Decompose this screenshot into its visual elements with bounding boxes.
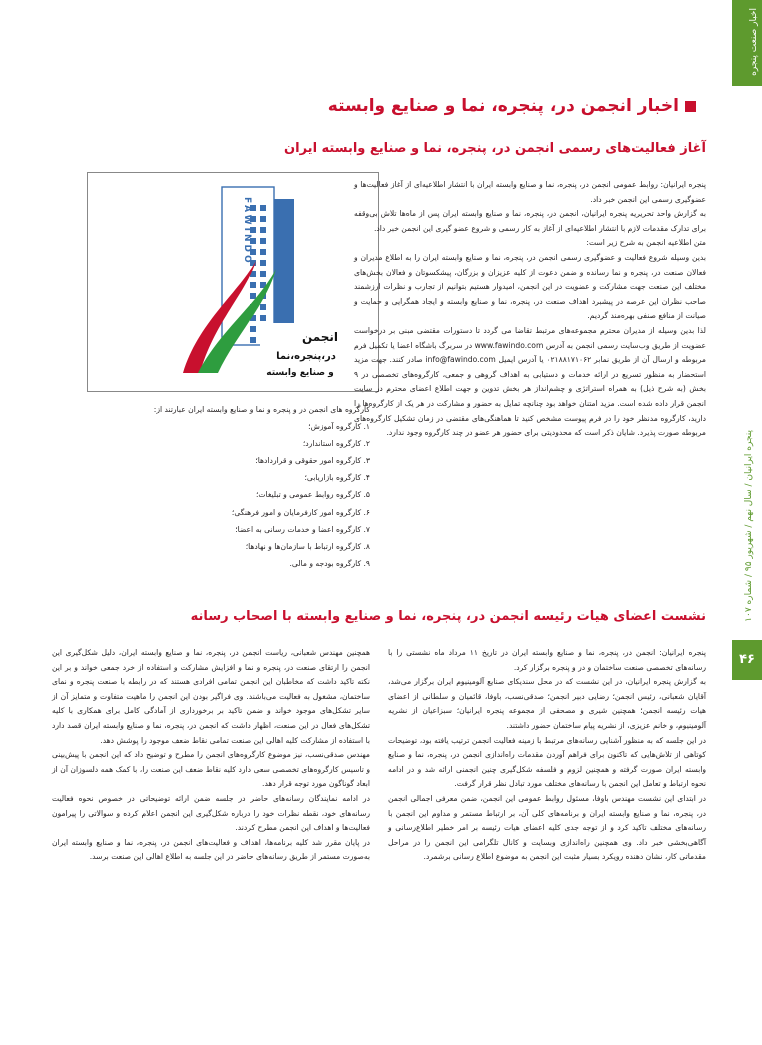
article2-paragraph: در ابتدای این نشست مهندس باوفا، مسئول روابط عمومی این انجمن، ضمن معرفی اجمالی انجمن در، پنجره، نما و صنایع وابسته ایران و برنامه‌های کلی آن، بر ارتباط مستمر و مداوم این انجمن با رسانه‌های مختلف تاکید کرد و از توجه جدی کلیه اعضای هیات رئیسه بر امر خطیر اطلاع‌رسانی و آگاهی‌بخشی خبر داد. وی همچنین راه‌اندازی وبسایت و کانال تلگرامی این انجمن را در مراحل مقدماتی کار، نشان دهنده رویکرد بسیار مثبت این انجمن به موضوع اطلاع رسانی برشمرد. [388, 793, 706, 862]
building-window [260, 227, 266, 233]
building-window [260, 260, 266, 266]
article2-paragraph: در پایان مقرر شد کلیه برنامه‌ها، اهداف و فعالیت‌های انجمن در، پنجره، نما و صنایع وابسته ایران به‌صورت مستمر از طریق رسانه‌های حاضر در این جلسه به اطلاع اهالی این صنعت برسد. [52, 837, 370, 862]
list-item: ۸. کارگروه ارتباط با سازمان‌ها و نهادها؛ [245, 541, 370, 551]
building-icon [222, 187, 294, 345]
page-title-text: اخبار انجمن در، پنجره، نما و صنایع وابسته [327, 96, 679, 116]
building-window [250, 337, 256, 343]
list-item: ۱. کارگروه آموزش؛ [308, 422, 370, 432]
list-item: ۶. کارگروه امور کارفرمایان و امور فرهنگی؛ [231, 507, 370, 517]
list-item: ۵. کارگروه روابط عمومی و تبلیغات؛ [255, 490, 370, 500]
section-tab [732, 0, 762, 86]
logo-line-2: در،پنجره،نما [276, 351, 336, 362]
building-window [260, 238, 266, 244]
article1-paragraph: پنجره ایرانیان: روابط عمومی انجمن در، پنجره، نما و صنایع وابسته ایران با انتشار اطلاعیه‌ای از آغاز فعالیت‌ها و عضوگیری رسمی این انجمن خبر داد. [354, 180, 706, 204]
building-window [250, 293, 256, 299]
list-item: ۹. کارگروه بودجه و مالی. [289, 558, 370, 568]
article2-heading: نشست اعضای هیات رئیسه انجمن در، پنجره، نما و صنایع وابسته با اصحاب رسانه [190, 609, 706, 624]
page-number: ۴۶ [732, 640, 762, 680]
building-window [260, 249, 266, 255]
building-window [250, 282, 256, 288]
logo-line-3: و صنایع وابسته [266, 368, 334, 378]
article2-column-right [388, 646, 706, 865]
article1-column-right [354, 178, 706, 441]
building-window [250, 326, 256, 332]
article2-paragraph: به گزارش پنجره ایرانیان، در این نشست که در محل سندیکای صنایع آلومینیوم ایران برگزار می‌شد، آقایان شعبانی، رئیس انجمن؛ رضایی دبیر انجمن؛ صدقی‌نسب، باوفا، قائمیان و سلطانی از اعضای هیات رئیسه انجمن؛ همچنین شیری و مصحفی از مجموعه پنجره ایرانیان؛ سبزاعیان از نشریه آلومینیوم، و خانم عزیزی، از نشریه پیام ساختمان حضور داشتند. [388, 677, 706, 730]
building-window [260, 304, 266, 310]
list-item: ۳. کارگروه امور حقوقی و قراردادها؛ [255, 456, 370, 466]
list-intro: کارگروه های انجمن در و پنجره و نما و صنایع وابسته ایران عبارتند از: [153, 405, 370, 414]
list-item: ۷. کارگروه اعضا و خدمات رسانی به اعضا؛ [235, 524, 370, 534]
article2-paragraph: در این جلسه که به منظور آشنایی رسانه‌های مرتبط با زمینه فعالیت انجمن ترتیب یافته بود، توضیحات کوتاهی از تلاش‌هایی که تاکنون برای فراهم آوردن مقدمات راه‌اندازی انجمن در، پنجره، نما و صنایع وابسته ایران صورت گرفته و همچنین لزوم و فلسفه شکل‌گیری چنین انجمنی ارائه شد و در ادامه نحوه ارتباط و تعامل این انجمن با رسانه‌های مختلف مورد تبادل نظر قرار گرفت. [388, 735, 706, 789]
building-window [260, 216, 266, 222]
article1-paragraph: به گزارش واحد تحریریه پنجره ایرانیان، انجمن در، پنجره، نما و صنایع وابسته ایران پس از ماه‌ها تلاش بی‌وقفه برای تدارک مقدمات لازم با انتشار اطلاعیه‌ای از آغاز به کار رسمی و شروع عضو گیری این انجمن خبر داد. [354, 209, 706, 233]
page-sidebar [732, 0, 762, 1045]
article1-paragraph: متن اطلاعیه انجمن به شرح زیر است: [586, 238, 706, 248]
fawindo-logo [88, 173, 378, 391]
article2-paragraph: پنجره ایرانیان: انجمن در، پنجره، نما و صنایع وابسته ایران در تاریخ ۱۱ مرداد ماه نشستی را با رسانه‌های تخصصی صنعت ساختمان و در و پنجره برگزار کرد. [388, 648, 707, 672]
section-tab-label: اخبار صنعت پنجره [749, 8, 759, 76]
article2-column-left [52, 646, 370, 865]
page-title [76, 96, 696, 116]
list-item: ۴. کارگروه بازاریابی؛ [304, 473, 370, 483]
logo-line-1: انجمن [301, 330, 339, 344]
logo-brand: FAWINDO [242, 197, 252, 266]
article1-heading: آغاز فعالیت‌های رسمی انجمن در، پنجره، نما و صنایع وابسته ایران [284, 141, 706, 156]
article1-paragraph: بدین وسیله شروع فعالیت و عضوگیری رسمی انجمن در، پنجره، نما و صنایع وابسته ایران را به اطلاع مدیران و فعالان صنعت در، پنجره و نما رسانده و ضمن دعوت از کلیه عزیزان و بزرگان، پیشکسوتان و فعالان بخش‌های مختلف این صنعت جهت مشارکت و عضویت در این انجمن، امیدوار هستیم بتوانیم از تجارب و نظرات ارزشمند صاحب نظران این عرصه در پیشبرد اهداف صنعت در، پنجره، نما و صنایع وابسته و ایجاد همگرایی و حمایت و صیانت از منافع صنفی بهره‌مند گردیم. [354, 252, 706, 321]
article2-paragraph: همچنین مهندس شعبانی، ریاست انجمن در، پنجره، نما و صنایع وابسته ایران، دلیل شکل‌گیری این انجمن را ارتقای صنعت در، پنجره و نما و افزایش مشارکت و استفاده از خرد جمعی خواند و بر این نکته تاکید داشت که مخاطبان این انجمن تمامی افرادی هستند که در رابطه با صنعت پنجره و نمای ساختمان، مشغول به فعالیت می‌باشند. وی فراگیر بودن این انجمن را ماهیت متفاوت و متمایز آن از سایر تشکل‌های موجود خواند و ضمن تاکید بر برخورداری از آمادگی کامل برای همکاری با کلیه تشکل‌های فعال در این صنعت، اظهار داشت که انجمن در، پنجره، نما و صنایع وابسته ایران قصد دارد با استفاده از مشارکت کلیه اهالی این صنعت تمامی نقاط ضعف موجود را پوشش دهد. [52, 648, 370, 745]
fawindo-logo-figure [87, 172, 379, 392]
building-window [260, 315, 266, 321]
article2-paragraph: مهندس صدقی‌نسب، نیز موضوع کارگروه‌های انجمن را مطرح و توضیح داد که این انجمن با پیش‌بینی و تاسیس کارگروه‌های تخصصی سعی دارد کلیه نقاط ضعف این صنعت را، با کمک همه دلسوزان آن از ابعاد گوناگون مورد توجه قرار دهد. [52, 750, 370, 789]
building-window [260, 205, 266, 211]
title-square-icon [685, 101, 696, 112]
building-window [260, 271, 266, 277]
list-item: ۲. کارگروه استاندارد؛ [302, 439, 370, 449]
issue-label: پنجره ایرانیان / سال نهم / شهریور ۹۵ / شماره ۱۰۷ [744, 430, 754, 622]
article2-paragraph: در ادامه نمایندگان رسانه‌های حاضر در جلسه ضمن ارائه توضیحاتی در خصوص نحوه فعالیت رسانه‌های خود، نقطه نظرات خود را درباره شکل‌گیری این انجمن اعلام کرده و سوالاتی را پیرامون فعالیت‌ها و اهداف این انجمن مطرح کردند. [52, 793, 370, 833]
article1-paragraph: لذا بدین وسیله از مدیران محترم مجموعه‌های مرتبط تقاضا می گردد تا دستورات مقتضی مبنی بر درخواست عضویت از طریق وب‌سایت رسمی انجمن به آدرس www.fawindo.com در سربرگ باشگاه اعضا یا تکمیل فرم مربوطه و ارسال آن از طریق نمابر ۰۲۱۸۸۱۷۱۰۶۲ یا آدرس ایمیل info@fawindo.com صادر کنند. جهت مزید استحضار به منظور تسریع در ارائه خدمات و دستیابی به اهداف گروهی و جمعی، کارگروه‌های تخصصی در ۹ بخش (به شرح ذیل) به همراه استراتژی و چشم‌انداز هر بخش تدوین و جهت اطلاع اعضای محترم در سایت انجمن قرار داده شده است. مزید امتنان خواهد بود چنانچه تمایل به حضور و مشارکت در هر یک از کارگروه‌ها را دارید، کارگروه مدنظر خود را در فرم پیوست مشخص کنید تا هماهنگی‌های مقتضی در زمان تشکیل کارگروه‌های مربوطه صورت پذیرد. شایان ذکر است که محدودیتی برای حضور هر عضو در چند کارگروه وجود ندارد. [354, 325, 706, 438]
working-groups-list [70, 401, 370, 572]
